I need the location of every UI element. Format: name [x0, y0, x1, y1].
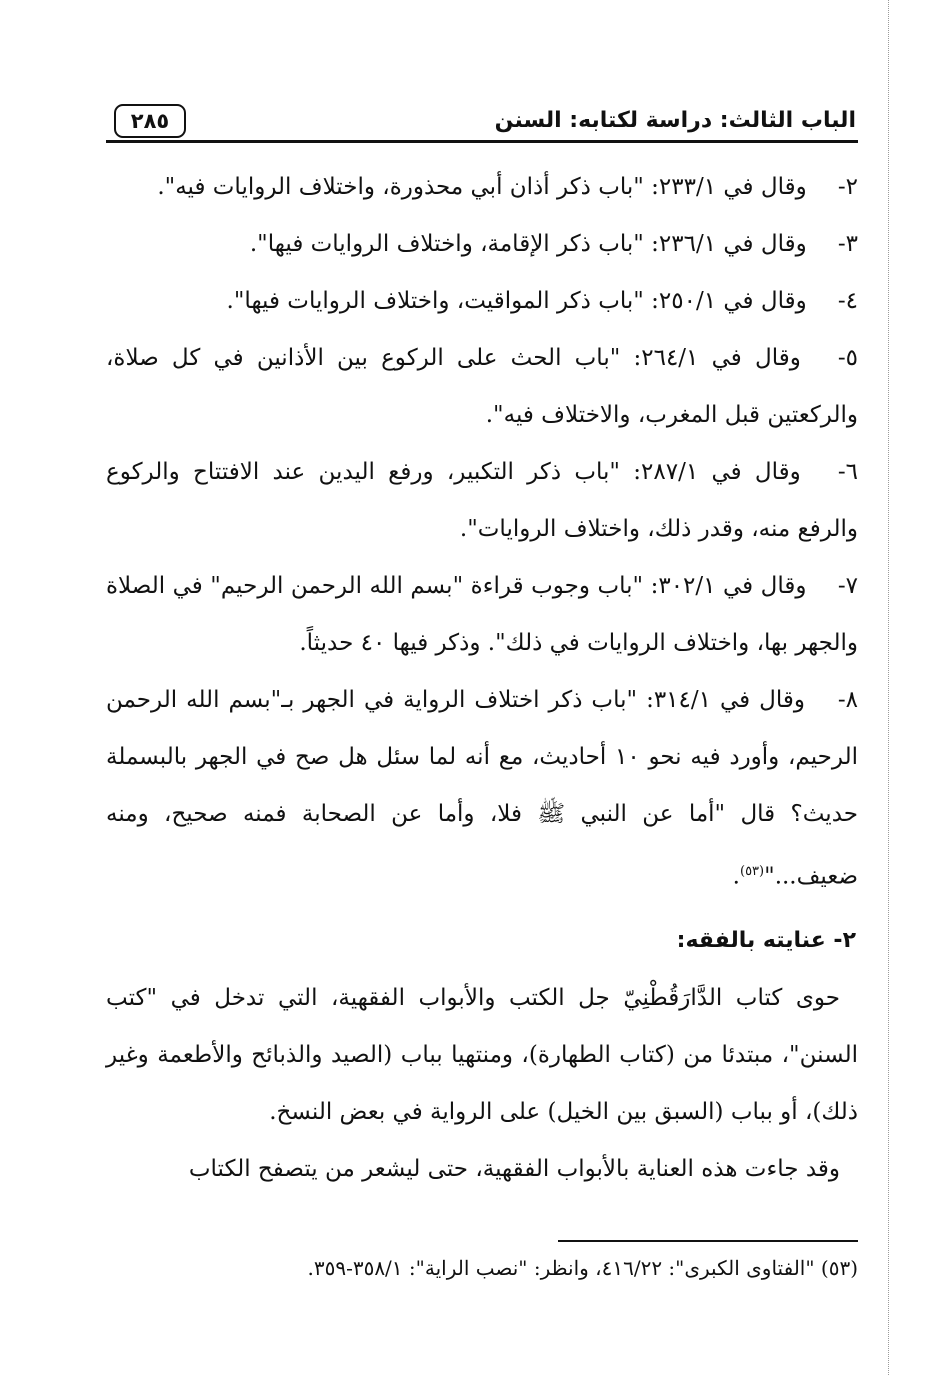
page-number-badge: ٢٨٥ — [114, 104, 186, 138]
running-header — [106, 98, 858, 143]
list-item — [106, 159, 858, 216]
list-item-number: ٨- — [837, 687, 859, 713]
list-item-number: ٧- — [837, 573, 858, 599]
list-item — [106, 558, 858, 672]
body-paragraph: حوى كتاب الدَّارَقُطْنِيّ جل الكتب والأبواب الفقهية، التي تدخل في "كتب السنن"، مبتدئا من (كتاب الطهارة)، ومنتهيا بباب (الصيد والذبائح والأطعمة وغير ذلك)، أو بباب (السبق بين الخيل) على الرواية في بعض النسخ. — [106, 984, 858, 1125]
chapter-list — [106, 159, 858, 906]
list-item-text: وقال في ٢٥٠/١: "باب ذكر المواقيت، واختلاف الروايات فيها". — [226, 288, 807, 314]
list-item-text: وقال في ٢٦٤/١: "باب الحث على الركوع بين الأذانين في كل صلاة، والركعتين قبل المغرب، والاختلاف فيه". — [106, 345, 858, 428]
list-item — [106, 216, 858, 273]
list-item-text: وقال في ٣٠٢/١: "باب وجوب قراءة "بسم الله الرحمن الرحيم" في الصلاة والجهر بها، واختلاف الروايات في ذلك". وذكر فيها ٤٠ حديثاً. — [106, 573, 858, 656]
list-item-text: وقال في ٢٣٣/١: "باب ذكر أذان أبي محذورة، واختلاف الروايات فيه". — [157, 174, 807, 200]
section-heading: ٢- عنايته بالفقه: — [676, 927, 856, 953]
list-item-text: وقال في ٣١٤/١: "باب ذكر اختلاف الرواية في الجهر بـ"بسم الله الرحمن الرحيم، وأورد فيه نحو ١٠ أحاديث، مع أنه لما سئل هل صح في الجهر بالبسملة حديث؟ قال "أما عن النبي ﷺ فلا، وأما عن الصحابة فمنه صحيح، ومنه ضعيف..." — [106, 687, 858, 890]
list-item-number: ٢- — [837, 174, 858, 200]
list-item-number: ٦- — [837, 459, 859, 485]
footnote-separator — [558, 1240, 858, 1242]
list-item-text: وقال في ٢٣٦/١: "باب ذكر الإقامة، واختلاف الروايات فيها". — [249, 231, 807, 257]
chapter-title: الباب الثالث: دراسة لكتابه: السنن — [494, 108, 856, 133]
body-paragraph: وقد جاءت هذه العناية بالأبواب الفقهية، حتى ليشعر من يتصفح الكتاب — [188, 1155, 840, 1182]
list-item-number: ٣- — [837, 231, 858, 257]
book-page — [106, 98, 858, 1284]
list-item — [106, 444, 858, 558]
list-item — [106, 273, 858, 330]
list-item-number: ٤- — [837, 288, 858, 314]
footnote: (٥٣) "الفتاوى الكبرى": ٤١٦/٢٢، وانظر: "نصب الراية": ٣٥٨/١-٣٥٩. — [307, 1255, 858, 1280]
list-item — [106, 330, 858, 444]
page-content — [106, 159, 858, 1284]
list-item-text: وقال في ٢٨٧/١: "باب ذكر التكبير، ورفع اليدين عند الافتتاح والركوع والرفع منه، وقدر ذلك، واختلاف الروايات". — [106, 459, 858, 542]
footnote-reference: (٥٣) — [739, 864, 765, 879]
list-item-number: ٥- — [837, 345, 859, 371]
list-item: ٨- وقال في ٣١٤/١: "باب ذكر اختلاف الرواية في الجهر بـ"بسم الله الرحمن الرحيم، وأورد فيه نحو ١٠ أحاديث، مع أنه لما سئل هل صح في الجهر بالبسملة حديث؟ قال "أما عن النبي ﷺ فلا، وأما عن الصحابة فمنه صحيح، ومنه ضعيف..."$^{(٥٣)}$. — [106, 672, 858, 906]
page-edge-dotted-line — [888, 0, 889, 1375]
